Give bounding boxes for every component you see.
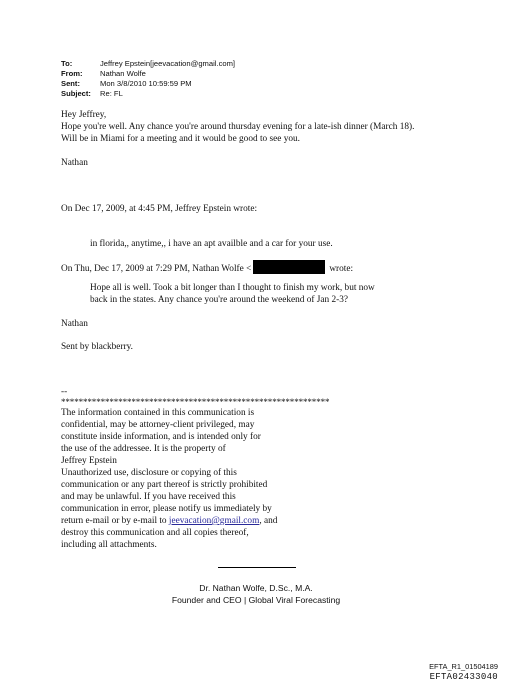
disclaimer-line: communication in error, please notify us immediately by: [61, 504, 272, 514]
disclaimer-line: constitute inside information, and is intended only for: [61, 432, 261, 442]
footer-ref-1: EFTA_R1_01504189: [429, 662, 498, 671]
from-row: [61, 69, 235, 79]
redaction-box: [253, 260, 325, 274]
disclaimer-line-10-before: return e-mail or by e-mail to: [61, 516, 169, 526]
quote2-header: [61, 260, 353, 275]
disclaimer-line: confidential, may be attorney-client privileged, may: [61, 420, 255, 430]
signature-divider: [218, 567, 296, 568]
quote1-text: in florida,, anytime,, i have an apt availble and a car for your use.: [90, 239, 333, 249]
subject-label: Subject:: [61, 89, 91, 98]
signature-name: Dr. Nathan Wolfe, D.Sc., M.A.: [199, 583, 313, 593]
signature-title: Founder and CEO | Global Viral Forecasting: [171, 595, 341, 605]
disclaimer-line-10: [61, 515, 277, 527]
quote1-header: On Dec 17, 2009, at 4:45 PM, Jeffrey Epstein wrote:: [61, 204, 258, 214]
disclaimer-line: including all attachments.: [61, 540, 157, 550]
disclaimer-stars: *************************************************************: [61, 397, 330, 407]
greeting: Hey Jeffrey,: [61, 110, 107, 120]
body-signoff: Nathan: [61, 158, 88, 168]
from-value: Nathan Wolfe: [100, 69, 146, 78]
disclaimer-line: and may be unlawful. If you have received this: [61, 492, 236, 502]
to-label: To:: [61, 59, 73, 68]
body-line-2: Will be in Miami for a meeting and it would be good to see you.: [61, 134, 300, 144]
quote2-signoff: Nathan: [61, 319, 88, 329]
disclaimer-dashes: --: [61, 387, 68, 397]
subject-row: [61, 89, 235, 99]
to-row: [61, 59, 235, 69]
email-header: [61, 59, 235, 99]
quote2-header-after: wrote:: [329, 264, 354, 274]
subject-value: Re: FL: [100, 89, 123, 98]
disclaimer-line: Jeffrey Epstein: [61, 456, 117, 466]
disclaimer-line: The information contained in this communication is: [61, 408, 255, 418]
disclaimer-line: Unauthorized use, disclosure or copying of this: [61, 468, 237, 478]
email-link[interactable]: jeevacation@gmail.com: [168, 516, 260, 526]
from-label: From:: [61, 69, 83, 78]
body-line-1: Hope you're well. Any chance you're around thursday evening for a late-ish dinner (March 18).: [61, 122, 415, 132]
sent-row: [61, 79, 235, 89]
disclaimer-line: the use of the addressee. It is the property of: [61, 444, 226, 454]
disclaimer-line: communication or any part thereof is strictly prohibited: [61, 480, 268, 490]
footer-ref-2: EFTA02433040: [429, 672, 498, 682]
quote2-line-2: back in the states. Any chance you're around the weekend of Jan 2-3?: [90, 295, 349, 305]
quote2-header-before: On Thu, Dec 17, 2009 at 7:29 PM, Nathan Wolfe <: [61, 264, 252, 274]
quote2-line-1: Hope all is well. Took a bit longer than I thought to finish my work, but now: [90, 283, 375, 293]
sent-value: Mon 3/8/2010 10:59:59 PM: [100, 79, 192, 88]
disclaimer-line: destroy this communication and all copies thereof,: [61, 528, 249, 538]
sent-label: Sent:: [61, 79, 80, 88]
sent-by: Sent by blackberry.: [61, 342, 133, 352]
disclaimer-line-10-after: , and: [259, 516, 278, 526]
to-value: Jeffrey Epstein[jeevacation@gmail.com]: [100, 59, 236, 68]
